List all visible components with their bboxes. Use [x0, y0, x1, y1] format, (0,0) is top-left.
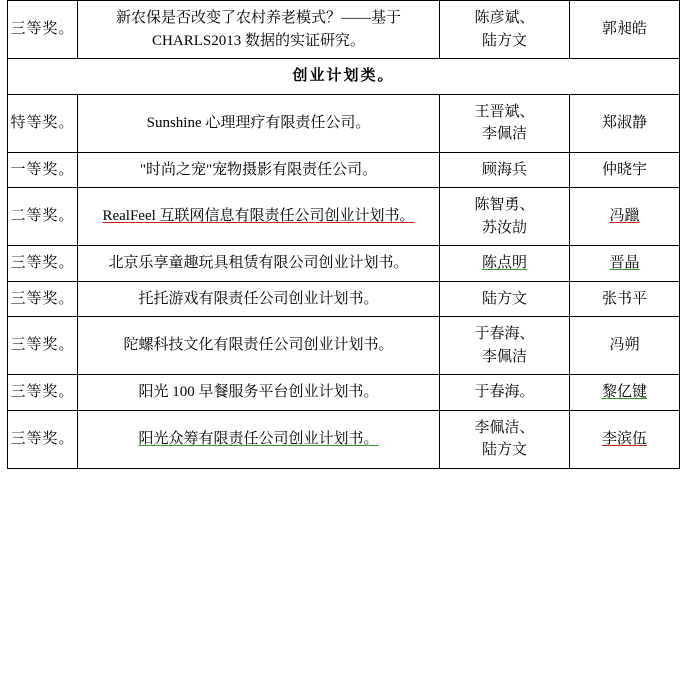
cell-prize: 一等奖。: [8, 152, 78, 188]
section-header-row: [8, 59, 680, 95]
author-line-2: 李佩洁: [481, 348, 527, 365]
cell-author: 陆方文: [440, 281, 570, 317]
cell-title: Sunshine 心理理疗有限责任公司。: [78, 94, 440, 152]
author-line-1: 李佩洁、: [474, 419, 535, 436]
table-row: [8, 281, 680, 317]
author-line-1: 陈彦斌、: [474, 10, 535, 26]
cell-title: [78, 1, 440, 59]
section-label: 创业计划类。: [8, 59, 680, 95]
author-line-2: 陆方文: [481, 32, 527, 49]
table-row: [8, 94, 680, 152]
cell-title: "时尚之宠"宠物摄影有限责任公司。: [78, 152, 440, 188]
cell-author: [440, 410, 570, 468]
cell-teacher: 张书平: [570, 281, 680, 317]
table-row: [8, 152, 680, 188]
cell-teacher: 冯躐: [570, 188, 680, 246]
cell-teacher: [570, 1, 680, 59]
cell-teacher: 冯朔: [570, 317, 680, 375]
author-line-2: 苏汝劼: [481, 219, 527, 236]
table-row: [8, 317, 680, 375]
cell-teacher: 仲晓宇: [570, 152, 680, 188]
cell-teacher: 晋晶: [570, 246, 680, 282]
author-line-1: 于春海、: [474, 326, 535, 342]
cell-teacher: 李滨伍: [570, 410, 680, 468]
cell-prize: 三等奖。: [8, 246, 78, 282]
cell-prize: 三等奖。: [8, 317, 78, 375]
cell-prize: 三等奖。: [8, 410, 78, 468]
cell-author: 顾海兵: [440, 152, 570, 188]
cell-title: RealFeel 互联网信息有限责任公司创业计划书。: [78, 188, 440, 246]
title-line-1: 新农保是否改变了农村养老模式？——基于: [115, 10, 401, 26]
cell-prize: 三等奖。: [8, 1, 78, 59]
cell-author: 陈点明: [440, 246, 570, 282]
cell-prize: 二等奖。: [8, 188, 78, 246]
cell-title: 阳光众筹有限责任公司创业计划书。: [78, 410, 440, 468]
cell-title: 陀螺科技文化有限责任公司创业计划书。: [78, 317, 440, 375]
cell-prize: 特等奖。: [8, 94, 78, 152]
author-line-1: 陈智勇、: [474, 197, 535, 213]
cell-author: [440, 188, 570, 246]
title-line-2: CHARLS2013 数据的实证研究。: [152, 32, 365, 49]
cell-title: 托托游戏有限责任公司创业计划书。: [78, 281, 440, 317]
table-row: [8, 246, 680, 282]
cell-title: 北京乐享童趣玩具租赁有限公司创业计划书。: [78, 246, 440, 282]
table-row: [8, 1, 680, 59]
cell-author: [440, 94, 570, 152]
cell-author: 于春海。: [440, 375, 570, 411]
author-line-1: 王晋斌、: [474, 103, 535, 120]
cell-teacher: 黎亿键: [570, 375, 680, 411]
award-table: [7, 0, 680, 469]
cell-teacher: 郑淑静: [570, 94, 680, 152]
cell-prize: 三等奖。: [8, 375, 78, 411]
cell-prize: 三等奖。: [8, 281, 78, 317]
cell-author: [440, 317, 570, 375]
author-line-2: 李佩洁: [481, 126, 527, 142]
teacher-line-1: 郭昶皓: [601, 21, 647, 38]
cell-title: 阳光 100 早餐服务平台创业计划书。: [78, 375, 440, 411]
table-row: [8, 188, 680, 246]
table-row: [8, 375, 680, 411]
table-row: [8, 410, 680, 468]
cell-author: [440, 1, 570, 59]
author-line-2: 陆方文: [481, 442, 527, 458]
